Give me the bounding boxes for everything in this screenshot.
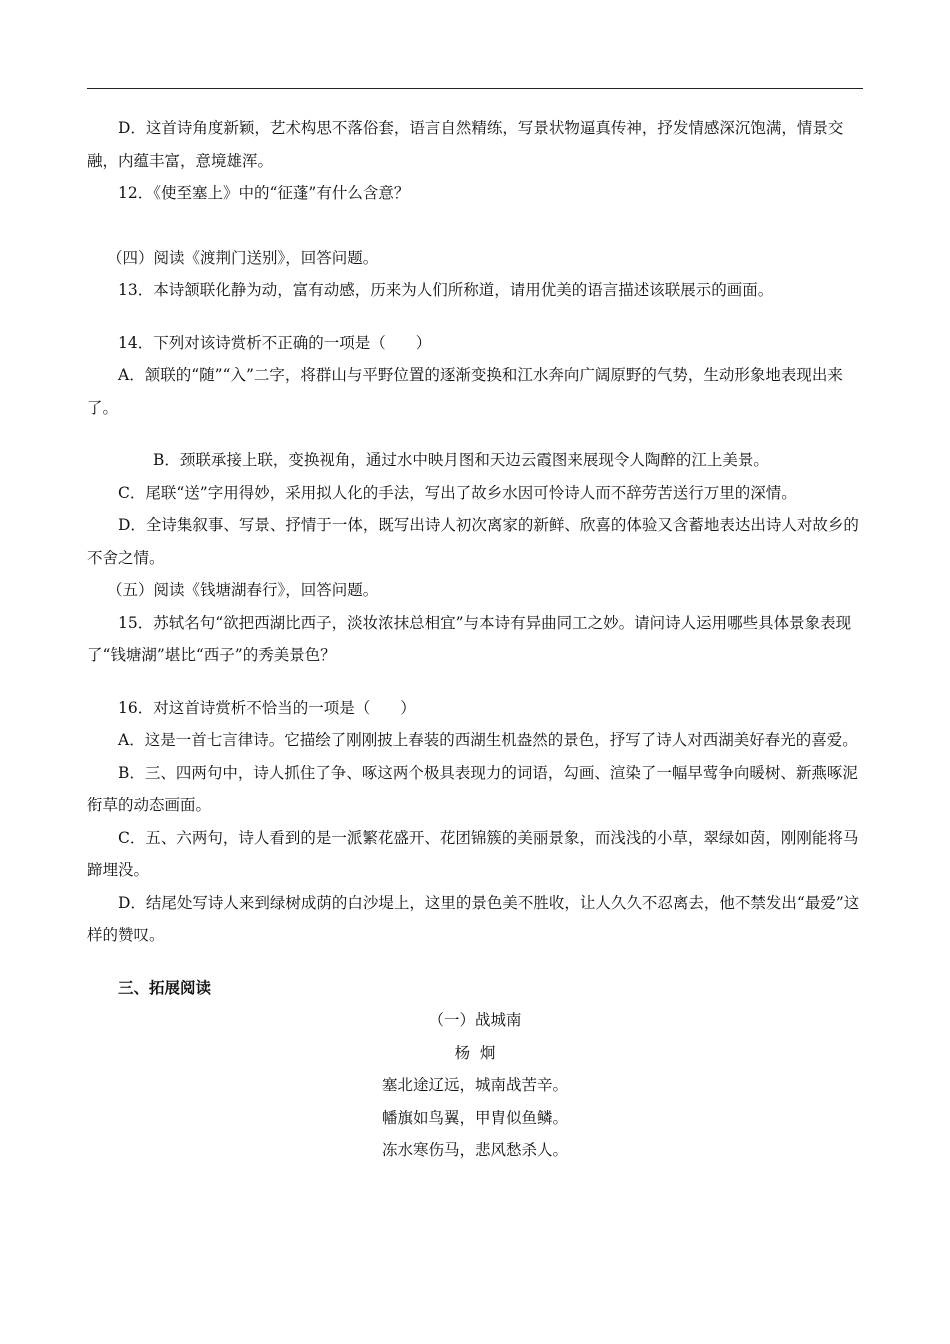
spacer	[87, 424, 863, 444]
section5-heading: （五）阅读《钱塘湖春行》，回答问题。	[107, 581, 379, 599]
answer-space	[87, 672, 863, 692]
answer-space	[87, 307, 863, 327]
q16-option-a: A．这是一首七言律诗。它描绘了刚刚披上春装的西湖生机盎然的景色，抒写了诗人对西湖美好春光的喜爱。	[118, 731, 858, 749]
q14-option-a: A．颔联的“随”“入”二字，将群山与平野位置的逐渐变换和江水奔向广阔原野的气势，生动形象地表现出来了。	[87, 366, 843, 417]
poem-line: 塞北途辽远，城南战苦辛。	[381, 1076, 568, 1094]
q11-option-d: D．这首诗角度新颖，艺术构思不落俗套，语言自然精练，写景状物逼真传神，抒发情感深沉饱满，情景交融，内蕴丰富，意境雄浑。	[87, 119, 844, 170]
q14-option-c: C．尾联“送”字用得妙，采用拟人化的手法，写出了故乡水因可怜诗人而不辞劳苦送行万里的深情。	[118, 483, 797, 502]
poem-line: 幡旗如鸟翼，甲胄似鱼鳞。	[381, 1108, 568, 1127]
part3-heading: 三、拓展阅读	[118, 977, 212, 997]
q13-text: 13．本诗颔联化静为动，富有动感，历来为人们所称道，请用优美的语言描述该联展示的画面。	[118, 281, 774, 299]
q15-text: 15．苏轼名句“欲把西湖比西子，淡妆浓抹总相宜”与本诗有异曲同工之妙。请问诗人运用哪些具体景象表现了“钱塘湖”堪比“西子”的秀美景色？	[87, 613, 852, 664]
q16-stem: 16．对这首诗赏析不恰当的一项是（ ）	[118, 698, 416, 717]
poem-title: （一）战城南	[428, 1011, 522, 1029]
section4-heading: （四）阅读《渡荆门送别》，回答问题。	[107, 248, 379, 267]
q12-text: 12．《使至塞上》中的“征蓬”有什么含意？	[118, 184, 410, 202]
q16-option-c: C．五、六两句，诗人看到的是一派繁花盛开、花团锦簇的美丽景象，而浅浅的小草，翠绿如茵，刚刚能将马蹄埋没。	[87, 828, 859, 879]
q14-stem: 14．下列对该诗赏析不正确的一项是（ ）	[118, 333, 432, 352]
spacer	[87, 952, 863, 972]
header-rule	[87, 88, 863, 89]
q16-option-b: B．三、四两句中，诗人抓住了争、啄这两个极具表现力的词语，勾画、渲染了一幅早莺争向暖树、新燕啄泥衔草的动态画面。	[87, 763, 858, 814]
q14-option-d: D．全诗集叙事、写景、抒情于一体，既写出诗人初次离家的新鲜、欣喜的体验又含蓄地表达出诗人对故乡的不舍之情。	[87, 516, 859, 567]
q16-option-d: D．结尾处写诗人来到绿树成荫的白沙堤上，这里的景色美不胜收，让人久久不忍离去，他不禁发出“最爱”这样的赞叹。	[87, 893, 860, 944]
answer-space	[87, 210, 863, 242]
q14-option-b: B．颈联承接上联，变换视角，通过水中映月图和天边云霞图来展现令人陶醉的江上美景。	[153, 451, 769, 469]
document-body	[87, 112, 863, 1167]
poem-line: 冻水寒伤马，悲风愁杀人。	[381, 1141, 568, 1159]
poem-author: 杨 炯	[454, 1043, 496, 1062]
